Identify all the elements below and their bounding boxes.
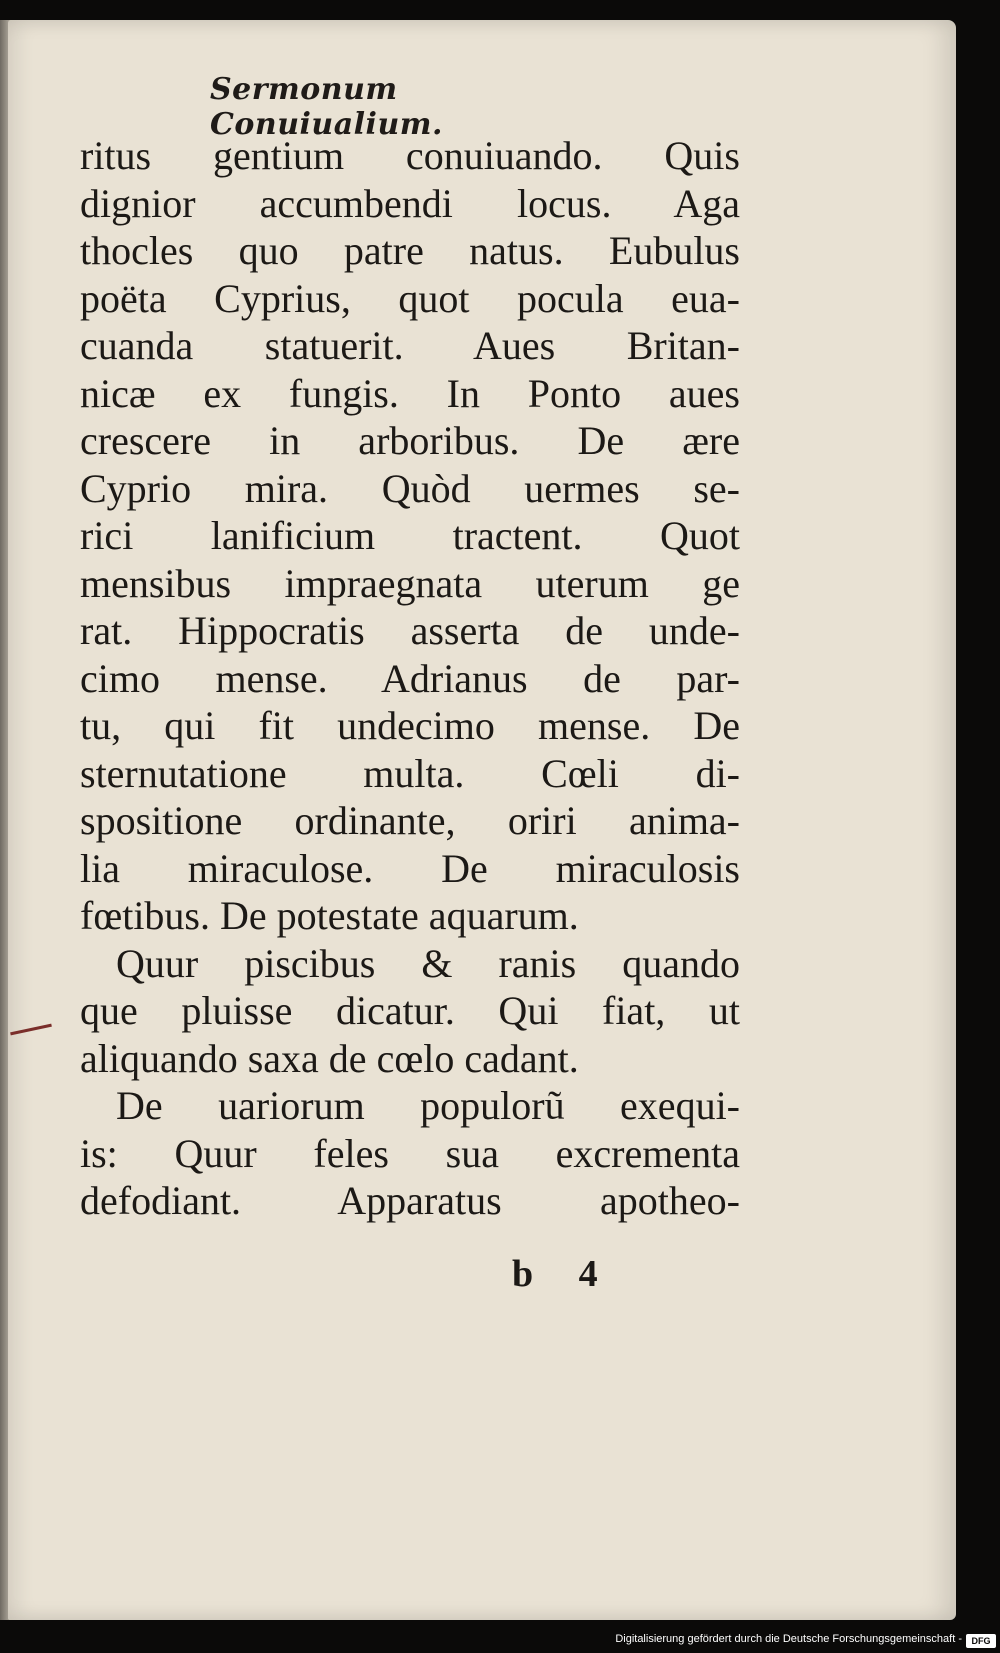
dfg-logo: DFG — [966, 1634, 996, 1648]
text-line: fœtibus. De potestate aquarum. — [80, 893, 579, 938]
text-line: Quur piscibus & ranis quando — [116, 940, 740, 986]
text-line: tu, qui fit undecimo mense. De — [80, 703, 740, 748]
running-head: Sermonum Conuiualium. — [210, 72, 443, 142]
text-line: mensibus impraegnata uterum ge — [80, 560, 740, 606]
text-line: aliquando saxa de cœlo cadant. — [80, 1035, 579, 1081]
text-line: ritus gentium conuiuando. Quis — [80, 133, 740, 178]
signature-mark: b 4 — [512, 1253, 598, 1295]
text-line: Cyprio mira. Quòd uermes se- — [80, 465, 740, 511]
text-line: crescere in arboribus. De ære — [80, 418, 740, 463]
text-line: rici lanificium tractent. Quot — [80, 513, 740, 558]
text-line: sternutatione multa. Cœli di- — [80, 750, 740, 796]
text-block — [80, 132, 740, 1225]
text-line: defodiant. Apparatus apotheo- — [80, 1178, 740, 1223]
text-line: dignior accumbendi locus. Aga — [80, 180, 740, 226]
text-line: spositione ordinante, oriri anima- — [80, 798, 740, 843]
text-line: nicæ ex fungis. In Ponto aues — [80, 370, 740, 416]
text-line: thocles quo patre natus. Eubulus — [80, 228, 740, 273]
text-line: is: Quur feles sua excrementa — [80, 1130, 740, 1176]
text-line: lia miraculose. De miraculosis — [80, 845, 740, 891]
text-line: rat. Hippocratis asserta de unde- — [80, 608, 740, 653]
text-line: que pluisse dicatur. Qui fiat, ut — [80, 988, 740, 1033]
text-line: poëta Cyprius, quot pocula eua- — [80, 275, 740, 321]
text-line: De uariorum populorũ exequi- — [116, 1083, 740, 1128]
text-line: cimo mense. Adrianus de par- — [80, 655, 740, 701]
footer-credit: Digitalisierung gefördert durch die Deutsche Forschungsgemeinschaft - — [615, 1633, 962, 1645]
text-line: cuanda statuerit. Aues Britan- — [80, 323, 740, 368]
